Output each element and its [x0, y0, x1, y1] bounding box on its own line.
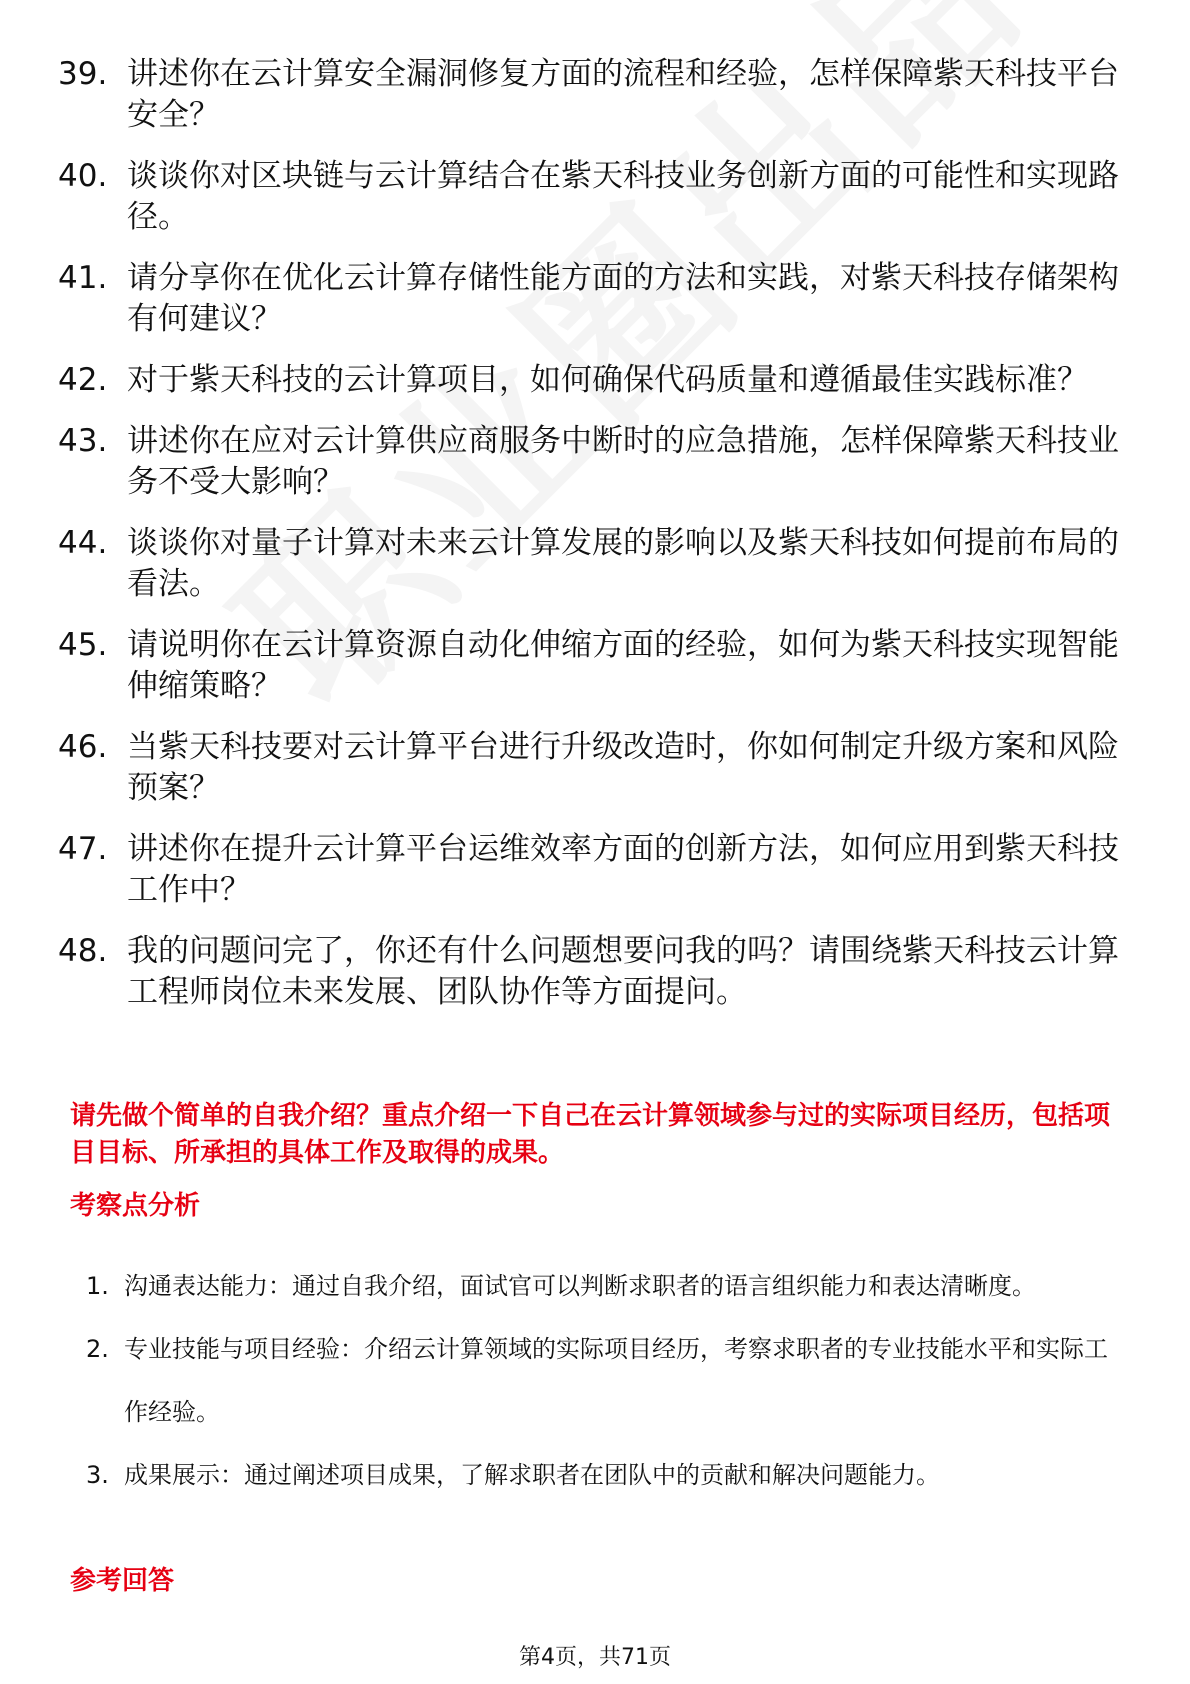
page-footer: 第4页，共71页: [519, 1645, 671, 1670]
analysis-number: 1.: [86, 1272, 109, 1300]
question-number: 48.: [58, 933, 108, 969]
analysis-text: 专业技能与项目经验：介绍云计算领域的实际项目经历，考察求职者的专业技能水平和实际工作经验。: [124, 1335, 1108, 1426]
question-text: 讲述你在提升云计算平台运维效率方面的创新方法，如何应用到紫天科技工作中？: [127, 831, 1119, 908]
analysis-item: [86, 1444, 1126, 1507]
question-item: [58, 829, 1138, 911]
question-text: 谈谈你对量子计算对未来云计算发展的影响以及紫天科技如何提前布局的看法。: [127, 525, 1119, 602]
question-number: 45.: [58, 627, 108, 663]
question-item: [58, 156, 1138, 238]
question-number: 42.: [58, 362, 108, 398]
question-item: [58, 54, 1138, 136]
question-text: 当紫天科技要对云计算平台进行升级改造时，你如何制定升级方案和风险预案？: [127, 729, 1119, 806]
analysis-item: [86, 1255, 1126, 1318]
question-item: [58, 931, 1138, 1013]
question-item: [58, 523, 1138, 605]
analysis-item: [86, 1318, 1126, 1444]
question-item: [58, 421, 1138, 503]
analysis-heading: 考察点分析: [70, 1191, 201, 1221]
analysis-number: 3.: [86, 1461, 109, 1489]
question-item: [58, 625, 1138, 707]
question-number: 40.: [58, 158, 108, 194]
question-text: 对于紫天科技的云计算项目，如何确保代码质量和遵循最佳实践标准？: [127, 362, 1088, 398]
question-item: [58, 727, 1138, 809]
question-list: [58, 54, 1138, 1033]
question-number: 46.: [58, 729, 108, 765]
question-number: 39.: [58, 56, 108, 92]
question-text: 讲述你在云计算安全漏洞修复方面的流程和经验，怎样保障紫天科技平台安全？: [127, 56, 1119, 133]
analysis-text: 成果展示：通过阐述项目成果，了解求职者在团队中的贡献和解决问题能力。: [124, 1461, 940, 1489]
highlight-question: 请先做个简单的自我介绍？重点介绍一下自己在云计算领域参与过的实际项目经历，包括项目目标、所承担的具体工作及取得的成果。: [70, 1101, 1111, 1168]
analysis-text: 沟通表达能力：通过自我介绍，面试官可以判断求职者的语言组织能力和表达清晰度。: [124, 1272, 1036, 1300]
question-text: 请说明你在云计算资源自动化伸缩方面的经验，如何为紫天科技实现智能伸缩策略？: [127, 627, 1119, 704]
question-item: [58, 360, 1138, 401]
question-number: 44.: [58, 525, 108, 561]
analysis-number: 2.: [86, 1335, 109, 1363]
question-number: 47.: [58, 831, 108, 867]
question-text: 我的问题问完了，你还有什么问题想要问我的吗？请围绕紫天科技云计算工程师岗位未来发展、团队协作等方面提问。: [127, 933, 1119, 1010]
reference-heading: 参考回答: [70, 1566, 175, 1596]
question-text: 谈谈你对区块链与云计算结合在紫天科技业务创新方面的可能性和实现路径。: [127, 158, 1119, 235]
question-number: 41.: [58, 260, 108, 296]
question-number: 43.: [58, 423, 108, 459]
question-item: [58, 258, 1138, 340]
question-text: 请分享你在优化云计算存储性能方面的方法和实践，对紫天科技存储架构有何建议？: [127, 260, 1119, 337]
analysis-list: [86, 1255, 1126, 1507]
question-text: 讲述你在应对云计算供应商服务中断时的应急措施，怎样保障紫天科技业务不受大影响？: [127, 423, 1119, 500]
